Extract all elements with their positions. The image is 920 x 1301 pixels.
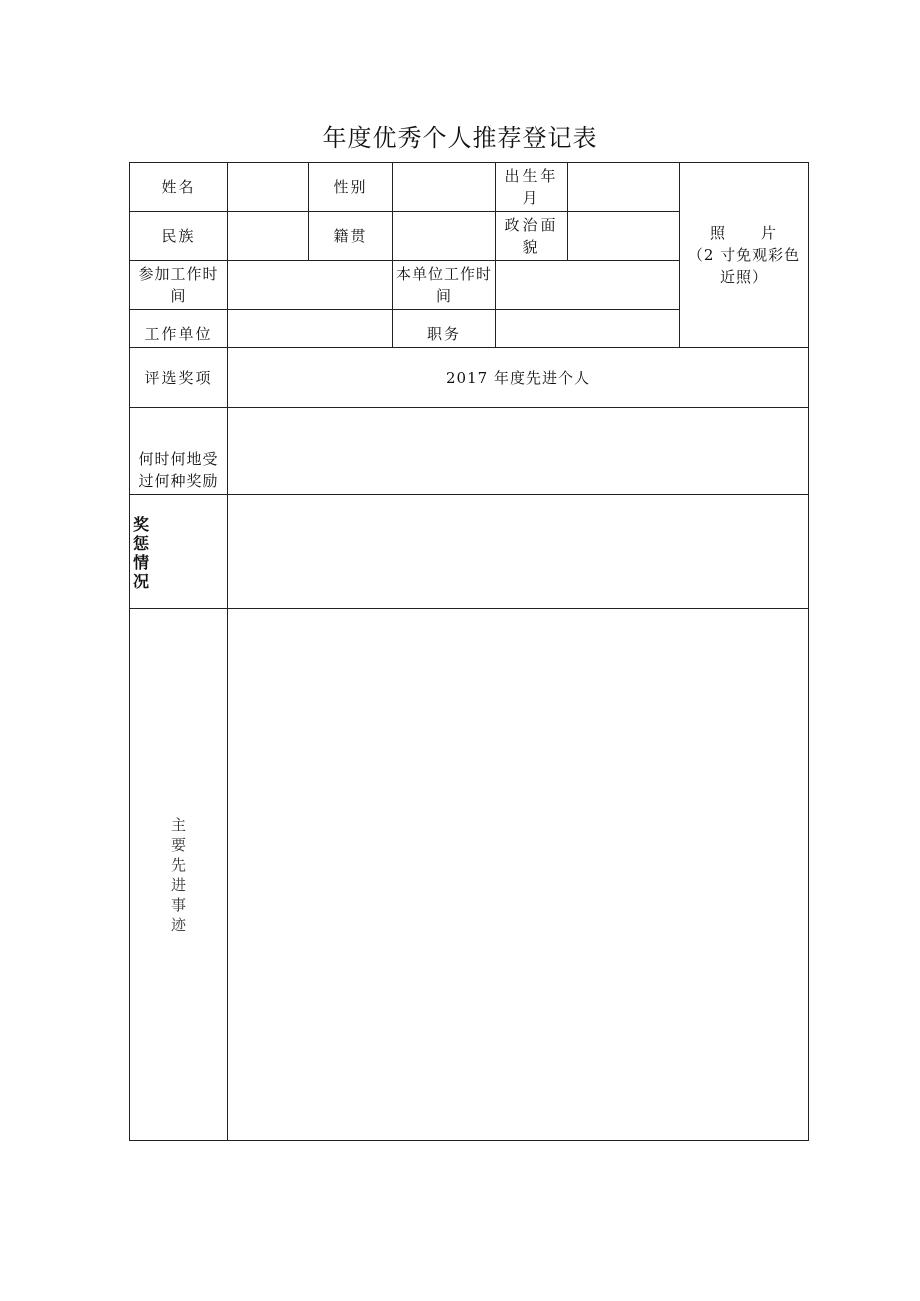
label-ethnicity [130,212,227,260]
label-past-awards-text: 何时何地受过何种奖励 [138,450,219,490]
label-position-text: 职务 [426,325,461,343]
label-political-status [496,212,567,260]
field-native-place[interactable] [393,212,495,260]
field-main-deeds[interactable] [228,609,808,1140]
field-past-awards[interactable] [228,408,808,494]
field-work-unit[interactable] [228,310,392,347]
table-border-bottom [129,1140,809,1141]
field-award-item-value: 2017 年度先进个人 [446,368,590,387]
label-gender [309,163,392,211]
photo-box[interactable] [680,163,808,347]
table-border-right [808,162,809,1141]
label-main-deeds [130,609,227,1140]
field-birth[interactable] [568,163,679,211]
label-position [393,310,495,347]
label-native-place [309,212,392,260]
field-work-start[interactable] [228,261,392,309]
field-position[interactable] [496,310,679,347]
label-rewards-penalties-text: 奖惩情况 [133,515,150,591]
page-title: 年度优秀个人推荐登记表 [322,124,598,152]
label-past-awards [130,408,227,494]
label-work-unit [130,310,227,347]
field-award-item[interactable] [228,348,808,407]
label-birth [496,163,567,211]
photo-note: （2 寸免观彩色近照） [687,246,801,286]
field-gender[interactable] [393,163,495,211]
label-name-text: 姓名 [161,178,196,196]
label-award-item [130,348,227,407]
field-ethnicity[interactable] [228,212,308,260]
field-unit-start[interactable] [496,261,679,309]
photo-label: 照 片 [709,224,778,242]
label-political-status-text: 政治面貌 [504,216,559,256]
label-award-item-text: 评选奖项 [144,368,213,387]
label-native-place-text: 籍贯 [333,227,368,245]
label-work-start-text: 参加工作时间 [138,265,219,305]
label-gender-text: 性别 [333,178,368,196]
field-rewards-penalties[interactable] [228,495,808,608]
label-rewards-penalties [133,515,151,591]
label-unit-start [393,261,495,309]
label-main-deeds-text: 主要先进事迹 [170,815,186,934]
label-ethnicity-text: 民族 [161,227,196,245]
field-political-status[interactable] [568,212,679,260]
field-name[interactable] [228,163,308,211]
label-work-unit-text: 工作单位 [144,325,213,343]
label-unit-start-text: 本单位工作时间 [396,265,493,305]
label-birth-text: 出生年月 [504,167,559,207]
label-work-start [130,261,227,309]
label-name [130,163,227,211]
